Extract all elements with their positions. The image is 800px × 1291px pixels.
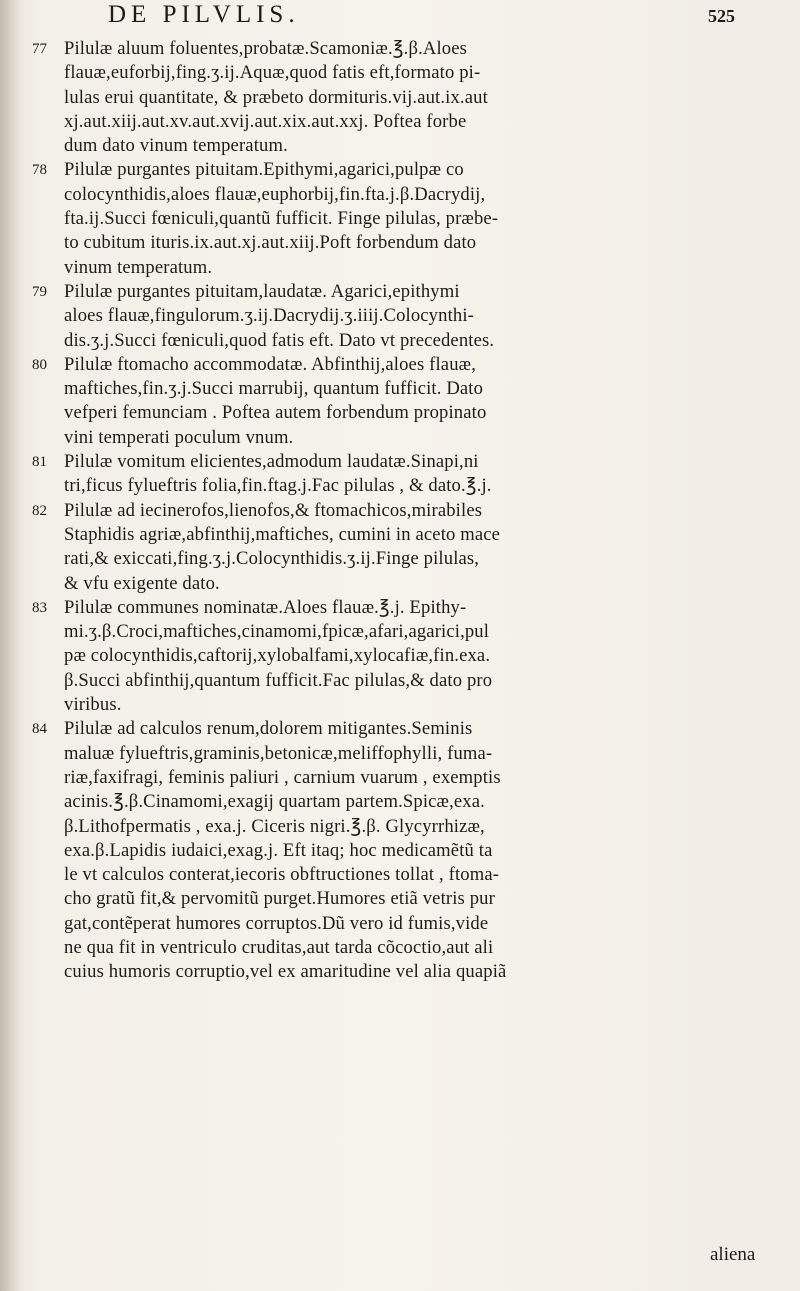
text-line — [34, 596, 774, 620]
line-text: Pilulæ ftomacho accommodatæ. Abfinthij,aloes flauæ, — [64, 353, 476, 375]
line-text: & vfu exigente dato. — [64, 572, 220, 594]
text-line — [34, 231, 774, 255]
line-text: le vt calculos conterat,iecoris obftructiones tollat , ftoma- — [64, 864, 500, 886]
line-text: pæ colocynthidis,caftorij,xylobalfami,xylocafiæ,fin.exa. — [64, 645, 491, 667]
text-line — [34, 474, 774, 498]
text-line — [34, 499, 774, 523]
text-line — [34, 717, 774, 741]
line-text: dis.ʒ.j.Succi fœniculi,quod fatis eft. Dato vt precedentes. — [64, 329, 495, 351]
line-text: vinum temperatum. — [64, 256, 213, 278]
text-line — [34, 839, 774, 863]
text-line — [34, 304, 774, 328]
line-text: maftiches,fin.ʒ.j.Succi marrubij, quantum fufficit. Dato — [64, 378, 484, 400]
line-text: dum dato vinum temperatum. — [64, 135, 288, 157]
recipe-number: 83 — [32, 599, 47, 616]
gutter-shadow — [0, 0, 22, 1291]
page-number: 525 — [708, 6, 735, 26]
line-text: flauæ,euforbij,fing.ʒ.ij.Aquæ,quod fatis eft,formato pi- — [64, 62, 481, 84]
recipe-number: 81 — [32, 454, 47, 471]
catchword: aliena — [710, 1244, 756, 1265]
text-line — [34, 134, 774, 158]
text-line — [34, 401, 774, 425]
recipe-number: 79 — [32, 283, 47, 300]
line-text: rati,& exiccati,fing.ʒ.j.Colocynthidis.ʒ.ij.Finge pilulas, — [64, 548, 480, 570]
line-text: Pilulæ purgantes pituitam.Epithymi,agarici,pulpæ co — [64, 159, 464, 181]
line-text: Pilulæ aluum foluentes,probatæ.Scamoniæ.℥.β.Aloes — [64, 38, 468, 59]
line-text: vini temperati poculum vnum. — [64, 426, 294, 448]
recipe-number: 80 — [32, 356, 47, 373]
line-text: gat,contẽperat humores corruptos.Dũ vero id fumis,vide — [64, 912, 489, 934]
text-line — [34, 37, 774, 61]
text-line — [34, 256, 774, 280]
line-text: mi.ʒ.β.Croci,maftiches,cinamomi,fpicæ,afari,agarici,pul — [64, 621, 490, 643]
line-text: Staphidis agriæ,abfinthij,maftiches, cumini in aceto mace — [64, 523, 501, 545]
body-text — [34, 37, 774, 985]
line-text: Pilulæ communes nominatæ.Aloes flauæ.℥.j. Epithy- — [64, 596, 467, 618]
line-text: β.Lithofpermatis , exa.j. Ciceris nigri.℥.β. Glycyrrhizæ, — [64, 815, 485, 837]
text-line — [34, 523, 774, 547]
text-line — [34, 86, 774, 110]
line-text: fta.ij.Succi fœniculi,quantũ fufficit. Finge pilulas, præbe- — [64, 208, 499, 230]
line-text: viribus. — [64, 694, 122, 716]
recipe-number: 78 — [32, 162, 47, 179]
line-text: β.Succi abfinthij,quantum fufficit.Fac pilulas,& dato pro — [64, 669, 493, 691]
text-line — [34, 158, 774, 182]
line-text: lulas erui quantitate, & præbeto dormituris.vij.aut.ix.aut — [64, 86, 488, 108]
line-text: cho gratũ fit,& pervomitũ purget.Humores etiã vetris pur — [64, 888, 495, 910]
page-header — [0, 0, 800, 40]
line-text: Pilulæ ad iecinerofos,lienofos,& ftomachicos,mirabiles — [64, 499, 483, 521]
line-text: maluæ fylueftris,graminis,betonicæ,meliffophylli, fuma- — [64, 742, 493, 764]
recipe-number: 77 — [32, 41, 47, 57]
text-line — [34, 620, 774, 644]
recipe-number: 82 — [32, 502, 47, 519]
text-line — [34, 329, 774, 353]
line-text: Pilulæ vomitum elicientes,admodum laudatæ.Sinapi,ni — [64, 451, 479, 473]
line-text: aloes flauæ,fingulorum.ʒ.ij.Dacrydij.ʒ.iiij.Colocynthi- — [64, 305, 474, 327]
line-text: colocynthidis,aloes flauæ,euphorbij,fin.fta.j.β.Dacrydij, — [64, 183, 486, 205]
running-head: DE PILVLIS. — [108, 1, 300, 28]
text-line — [34, 766, 774, 790]
text-line — [34, 644, 774, 668]
text-line — [34, 960, 774, 984]
text-line — [34, 887, 774, 911]
line-text: tri,ficus fylueftris folia,fin.ftag.j.Fac pilulas , & dato.℥.j. — [64, 475, 492, 497]
line-text: cuius humoris corruptio,vel ex amaritudine vel alia quapiã — [64, 961, 507, 983]
line-text: ne qua fit in ventriculo cruditas,aut tarda cõcoctio,aut ali — [64, 936, 494, 958]
text-line — [34, 110, 774, 134]
line-text: xj.aut.xiij.aut.xv.aut.xvij.aut.xix.aut.xxj. Poftea forbe — [64, 110, 467, 132]
line-text: to cubitum ituris.ix.aut.xj.aut.xiij.Poft forbendum dato — [64, 232, 477, 254]
text-line — [34, 669, 774, 693]
text-line — [34, 377, 774, 401]
text-line — [34, 207, 774, 231]
text-line — [34, 547, 774, 571]
text-line — [34, 353, 774, 377]
line-text: riæ,faxifragi, feminis paliuri , carnium vuarum , exemptis — [64, 766, 501, 788]
text-line — [34, 61, 774, 85]
line-text: vefperi femunciam . Poftea autem forbendum propinato — [64, 402, 487, 424]
text-line — [34, 280, 774, 304]
text-line — [34, 183, 774, 207]
line-text: acinis.℥.β.Cinamomi,exagij quartam partem.Spicæ,exa. — [64, 791, 485, 813]
text-line — [34, 426, 774, 450]
text-line — [34, 790, 774, 814]
text-line — [34, 912, 774, 936]
text-line — [34, 572, 774, 596]
line-text: Pilulæ purgantes pituitam,laudatæ. Agarici,epithymi — [64, 280, 460, 302]
text-line — [34, 693, 774, 717]
line-text: exa.β.Lapidis iudaici,exag.j. Eft itaq; hoc medicamẽtũ ta — [64, 839, 493, 861]
bottom-margin — [0, 1262, 800, 1291]
line-text: Pilulæ ad calculos renum,dolorem mitigantes.Seminis — [64, 718, 473, 740]
text-line — [34, 863, 774, 887]
text-line — [34, 936, 774, 960]
recipe-number: 84 — [32, 721, 47, 738]
text-line — [34, 815, 774, 839]
text-line — [34, 742, 774, 766]
text-line — [34, 450, 774, 474]
